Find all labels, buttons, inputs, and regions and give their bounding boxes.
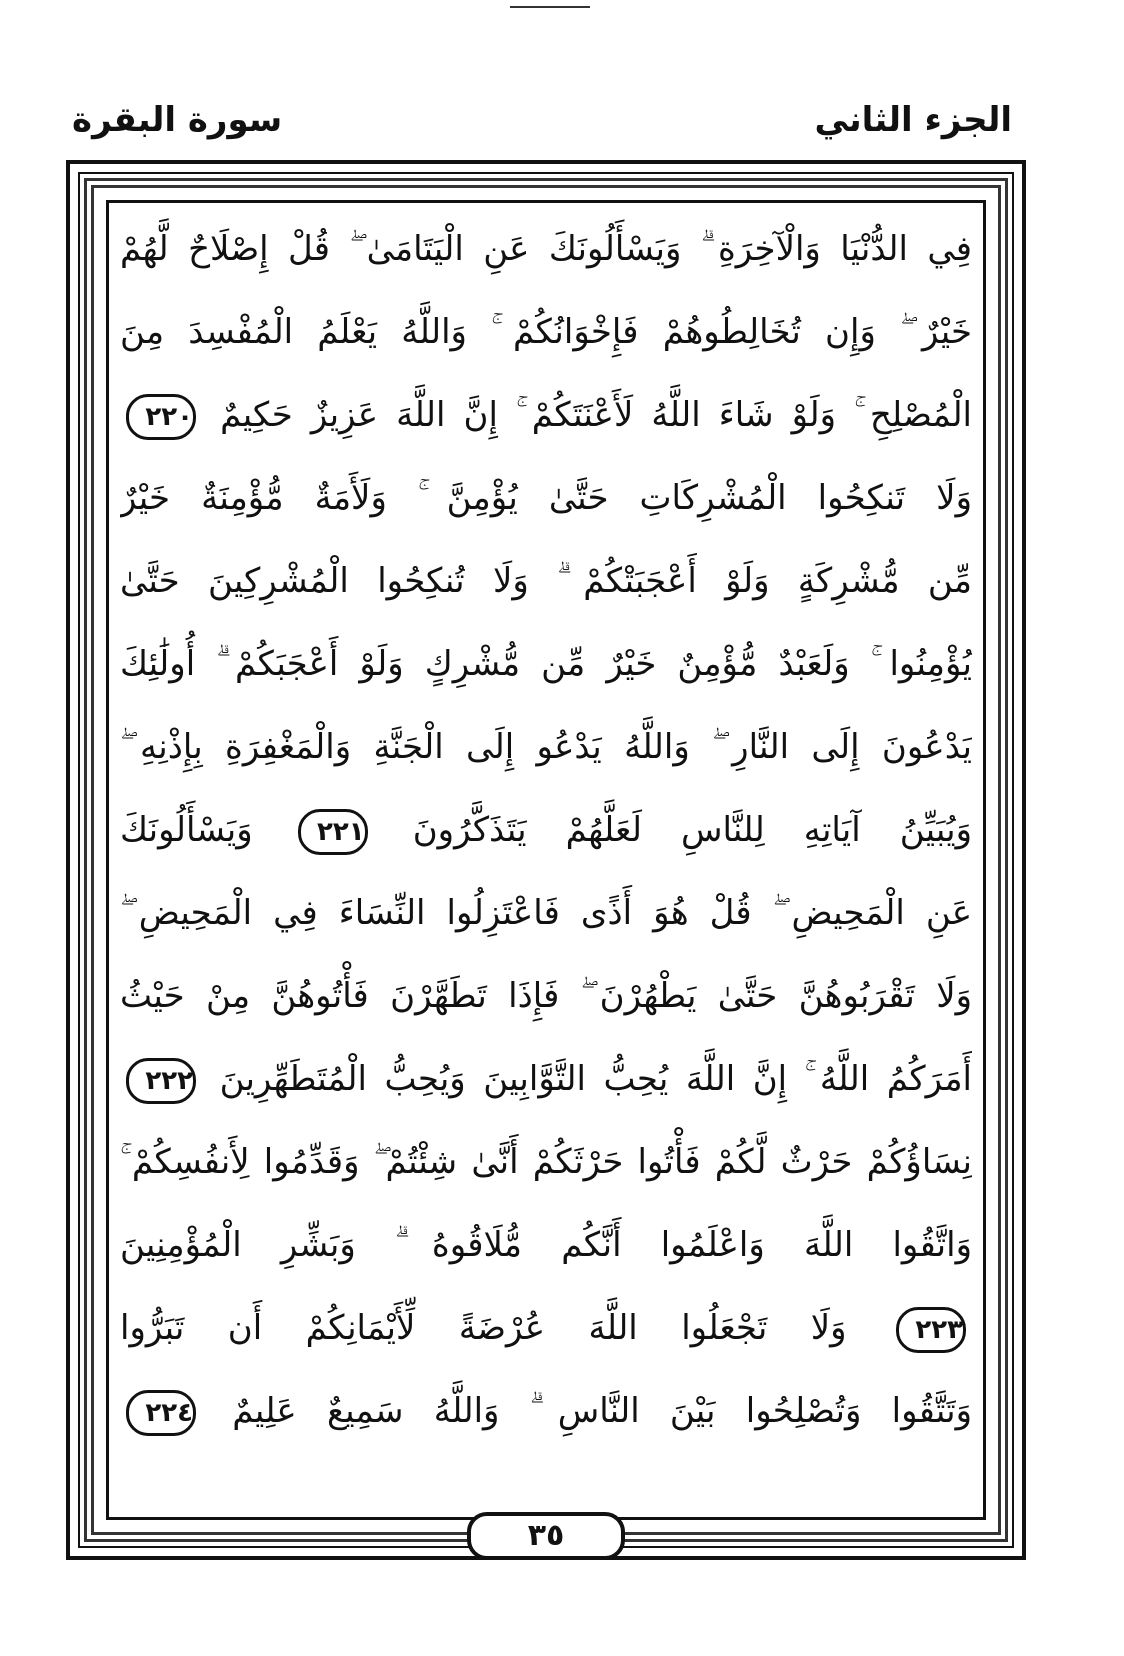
page-frame <box>66 160 1026 1560</box>
ayah-marker-220: ٢٢٠ <box>126 394 196 440</box>
ayah-marker-223: ٢٢٣ <box>896 1307 966 1353</box>
text-line: الْمُصْلِحِ ۚ وَلَوْ شَاءَ اللَّهُ لَأَعْنَتَكُمْ ۚ إِنَّ اللَّهَ عَزِيزٌ حَكِيمٌ ٢٢٠ <box>120 374 972 457</box>
text-line: يَدْعُونَ إِلَى النَّارِ ۖ وَاللَّهُ يَدْعُو إِلَى الْجَنَّةِ وَالْمَغْفِرَةِ بِإِذْنِهِ ۖ <box>120 727 972 767</box>
text-line: وَاتَّقُوا اللَّهَ وَاعْلَمُوا أَنَّكُم مُّلَاقُوهُ ۗ وَبَشِّرِ الْمُؤْمِنِينَ <box>120 1225 972 1265</box>
text-line: يُؤْمِنُوا ۚ وَلَعَبْدٌ مُّؤْمِنٌ خَيْرٌ مِّن مُّشْرِكٍ وَلَوْ أَعْجَبَكُمْ ۗ أُولَٰئِكَ <box>120 644 972 684</box>
top-rule <box>510 6 590 8</box>
text-line: خَيْرٌ ۖ وَإِن تُخَالِطُوهُمْ فَإِخْوَانُكُمْ ۚ وَاللَّهُ يَعْلَمُ الْمُفْسِدَ مِنَ <box>120 312 972 352</box>
text-line: وَيُبَيِّنُ آيَاتِهِ لِلنَّاسِ لَعَلَّهُمْ يَتَذَكَّرُونَ ٢٢١ وَيَسْأَلُونَكَ <box>120 789 972 872</box>
ayah-marker-221: ٢٢١ <box>298 809 368 855</box>
text-line: وَلَا تَقْرَبُوهُنَّ حَتَّىٰ يَطْهُرْنَ ۖ فَإِذَا تَطَهَّرْنَ فَأْتُوهُنَّ مِنْ حَيْثُ <box>120 976 972 1016</box>
text-line: فِي الدُّنْيَا وَالْآخِرَةِ ۗ وَيَسْأَلُونَكَ عَنِ الْيَتَامَىٰ ۖ قُلْ إِصْلَاحٌ لَّهُمْ <box>120 229 972 269</box>
text-line: وَلَا تَنكِحُوا الْمُشْرِكَاتِ حَتَّىٰ يُؤْمِنَّ ۚ وَلَأَمَةٌ مُّؤْمِنَةٌ خَيْرٌ <box>120 478 972 518</box>
text-line: مِّن مُّشْرِكَةٍ وَلَوْ أَعْجَبَتْكُمْ ۗ وَلَا تُنكِحُوا الْمُشْرِكِينَ حَتَّىٰ <box>120 561 972 601</box>
page-header <box>72 100 1012 150</box>
text-line: وَتَتَّقُوا وَتُصْلِحُوا بَيْنَ النَّاسِ ۗ وَاللَّهُ سَمِيعٌ عَلِيمٌ ٢٢٤ <box>120 1370 972 1453</box>
text-line: عَنِ الْمَحِيضِ ۖ قُلْ هُوَ أَذًى فَاعْتَزِلُوا النِّسَاءَ فِي الْمَحِيضِ ۖ <box>120 893 972 933</box>
text-line: ٢٢٣ وَلَا تَجْعَلُوا اللَّهَ عُرْضَةً لِّأَيْمَانِكُمْ أَن تَبَرُّوا <box>120 1287 972 1370</box>
text-line: أَمَرَكُمُ اللَّهُ ۚ إِنَّ اللَّهَ يُحِبُّ التَّوَّابِينَ وَيُحِبُّ الْمُتَطَهِّرِينَ ٢٢٢ <box>120 1038 972 1121</box>
juz-title: الجزء الثاني <box>814 100 1012 140</box>
surah-title: سورة البقرة <box>72 100 283 140</box>
text-line: نِسَاؤُكُمْ حَرْثٌ لَّكُمْ فَأْتُوا حَرْثَكُمْ أَنَّىٰ شِئْتُمْ ۖ وَقَدِّمُوا لِأَنفُسِكُمْ ۚ <box>120 1142 972 1182</box>
ayah-marker-222: ٢٢٢ <box>126 1058 196 1104</box>
ayah-marker-224: ٢٢٤ <box>126 1390 196 1436</box>
page-number: ٣٥ <box>467 1512 625 1560</box>
quran-text <box>120 208 972 1506</box>
